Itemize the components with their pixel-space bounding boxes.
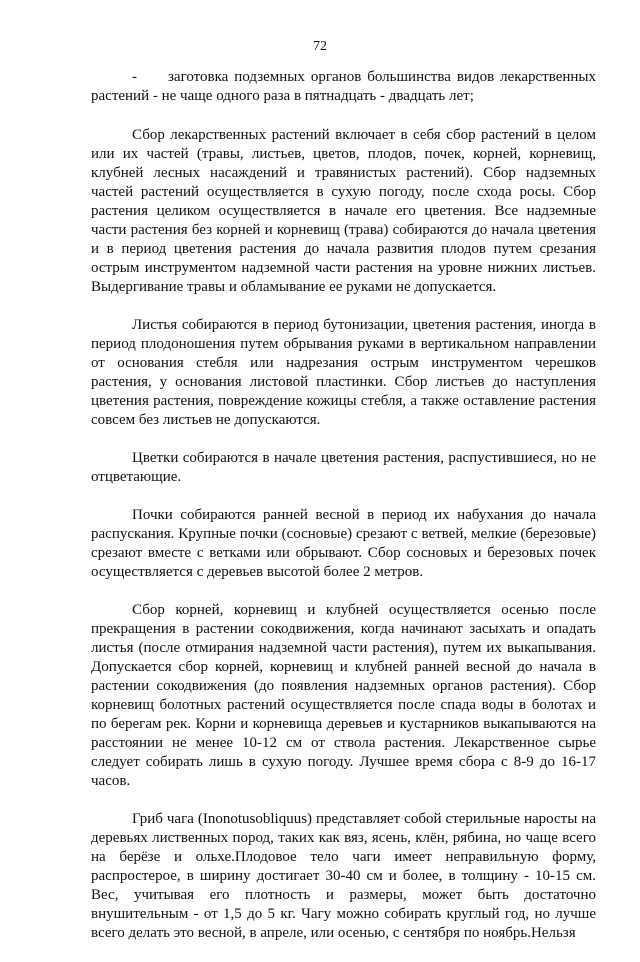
bullet-marker: -	[132, 69, 137, 85]
paragraph-plant-collection: Сбор лекарственных растений включает в себя сбор растений в целом или их частей (травы, листьев, цветов, плодов, почек, корней, корневищ, клубней лесных насаждений и травянистых растений). Сбор надземных частей растений осуществляется в сухую погоду, после схода росы. Сбор растения целиком осуществляется в начале его цветения. Все надземные части растения без корней и корневищ (трава) собираются до начала цветения и в период цветения растения до начала развития плодов путем срезания острым инструментом надземной части растения на уровне нижних листьев. Выдергивание травы и обламывание ее руками не допускается.	[91, 127, 596, 295]
paragraph-chaga: Гриб чага (Inonotusobliquus) представляет собой стерильные наросты на деревьях лиственных пород, таких как вяз, ясень, клён, рябина, но чаще всего на берёзе и ольхе.Плодовое тело чаги имеет неправильную форму, распростерое, в ширину достигает 30-40 см и более, в толщину - 10-15 см. Вес, учитывая его плотность и размеры, может быть достаточно внушительным - от 1,5 до 5 кг. Чагу можно собирать круглый год, но лучше всего делать это весной, в апреле, или осенью, с сентября по ноябрь.Нельзя	[91, 811, 596, 941]
paragraph-flowers: Цветки собираются в начале цветения растения, распустившиеся, но не отцветающие.	[91, 450, 596, 485]
paragraph-leaves: Листья собираются в период бутонизации, цветения растения, иногда в период плодоношения путем обрывания руками в вертикальном направлении от основания стебля или надрезания острым инструментом черешков растения, у основания листовой пластинки. Сбор листьев до наступления цветения растения, повреждение кожицы стебля, а также оставление растения совсем без листьев не допускаются.	[91, 317, 596, 428]
bullet-text-line-1: заготовка подземных органов большинства видов лекарственных	[168, 69, 596, 85]
bullet-item	[91, 68, 596, 106]
paragraph-buds: Почки собираются ранней весной в период их набухания до начала распускания. Крупные почки (сосновые) срезают с ветвей, мелкие (березовые) срезают вместе с ветками или обрывают. Сбор сосновых и березовых почек осуществляется с деревьев высотой более 2 метров.	[91, 507, 596, 580]
paragraph-roots: Сбор корней, корневищ и клубней осуществляется осенью после прекращения в растении сокодвижения, когда начинают засыхать и опадать листья (после отмирания надземной части растения), путем их выкапывания. Допускается сбор корней, корневищ и клубней ранней весной до начала в растении сокодвижения (до появления надземных органов растения). Сбор корневищ болотных растений осуществляется после спада воды в болотах и по берегам рек. Корни и корневища деревьев и кустарников выкапываются на расстоянии не менее 10-12 см от ствола растения. Лекарственное сырье следует собирать лишь в сухую погоду. Лучшее время сбора с 8-9 до 16-17 часов.	[91, 602, 596, 789]
page-number: 72	[313, 39, 327, 54]
page-body	[91, 68, 596, 962]
bullet-text-line-2: растений - не чаще одного раза в пятнадцать - двадцать лет;	[91, 88, 474, 104]
